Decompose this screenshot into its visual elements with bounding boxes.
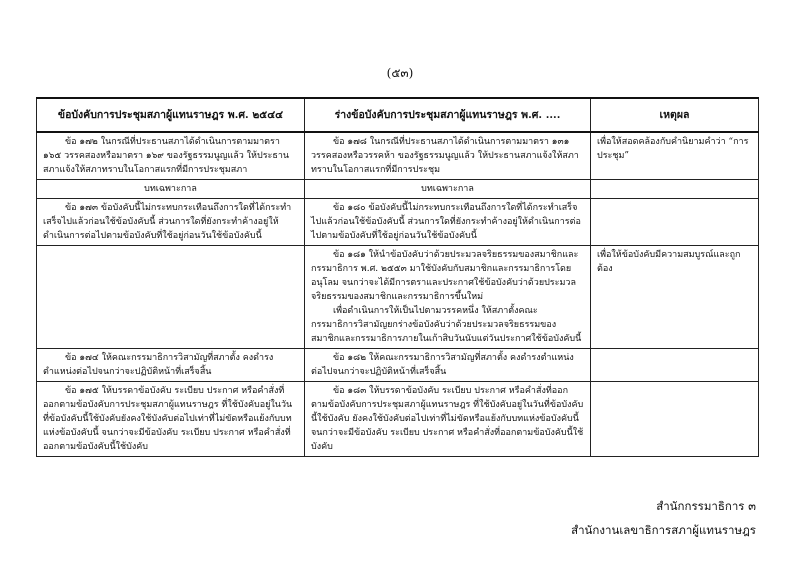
header-current-regulation: ข้อบังคับการประชุมสภาผู้แทนราษฎร พ.ศ. ๒๕๔๔	[37, 98, 305, 132]
reason-cell: เพื่อให้สอดคล้องกับคำนิยามคำว่า “การประชุม”	[591, 132, 759, 180]
current-clause-cell	[37, 246, 305, 349]
reason-cell: เพื่อให้ข้อบังคับมีความสมบูรณ์และถูกต้อง	[591, 246, 759, 349]
current-clause-cell: ข้อ ๑๗๒ ในกรณีที่ประธานสภาได้ดำเนินการตามมาตรา ๑๖๕ วรรคสองหรือมาตรา ๑๖๙ ของรัฐธรรมนูญแล้ว ให้ประธานสภาแจ้งให้สภาทราบในโอกาสแรกที่มีการประชุมสภา	[37, 132, 305, 180]
table-header-row	[37, 98, 759, 132]
header-reason: เหตุผล	[591, 98, 759, 132]
draft-clause-paragraph-2: เพื่อดำเนินการให้เป็นไปตามวรรคหนึ่ง ให้สภาตั้งคณะกรรมาธิการวิสามัญยกร่างข้อบังคับว่าด้วยประมวลจริยธรรมของสมาชิกและกรรมาธิการภายในเก้าสิบวันนับแต่วันประกาศใช้ข้อบังคับนี้	[311, 306, 582, 344]
section-row	[37, 180, 759, 199]
table-row	[37, 349, 759, 382]
header-draft-regulation: ร่างข้อบังคับการประชุมสภาผู้แทนราษฎร พ.ศ. ....	[305, 98, 591, 132]
page-number: (๕๓)	[386, 66, 414, 80]
current-clause-cell: ข้อ ๑๗๓ ข้อบังคับนี้ไม่กระทบกระเทือนถึงการใดที่ได้กระทำเสร็จไปแล้วก่อนใช้ข้อบังคับนี้ ส่วนการใดที่ยังกระทำค้างอยู่ให้ดำเนินการต่อไปตามข้อบังคับที่ใช้อยู่ก่อนวันใช้ข้อบังคับนี้	[37, 199, 305, 246]
section-heading-draft: บทเฉพาะกาล	[305, 180, 591, 199]
draft-clause-cell	[305, 246, 591, 349]
draft-clause-cell: ข้อ ๑๗๘ ในกรณีที่ประธานสภาได้ดำเนินการตามมาตรา ๑๓๑ วรรคสองหรือวรรคห้า ของรัฐธรรมนูญแล้ว ให้ประธานสภาแจ้งให้สภาทราบในโอกาสแรกที่มีการประชุม	[305, 132, 591, 180]
reason-cell	[591, 199, 759, 246]
current-clause-cell: ข้อ ๑๗๔ ให้คณะกรรมาธิการวิสามัญที่สภาตั้ง คงดำรงตำแหน่งต่อไปจนกว่าจะปฏิบัติหน้าที่เสร็จสิ้น	[37, 349, 305, 382]
table-row	[37, 132, 759, 180]
reason-cell	[591, 382, 759, 457]
footer-office: สำนักกรรมาธิการ ๓	[656, 499, 756, 513]
current-clause-cell: ข้อ ๑๗๕ ให้บรรดาข้อบังคับ ระเบียบ ประกาศ หรือคำสั่งที่ออกตามข้อบังคับการประชุมสภาผู้แทนราษฎร ที่ใช้บังคับอยู่ในวันที่ข้อบังคับนี้ใช้บังคับยังคงใช้บังคับต่อไปเท่าที่ไม่ขัดหรือแย้งกับบทแห่งข้อบังคับนี้ จนกว่าจะมีข้อบังคับ ระเบียบ ประกาศ หรือคำสั่งที่ออกตามข้อบังคับนี้ใช้บังคับ	[37, 382, 305, 457]
table-row	[37, 246, 759, 349]
reason-cell	[591, 180, 759, 199]
footer-secretariat: สำนักงานเลขาธิการสภาผู้แทนราษฎร	[571, 523, 756, 537]
comparison-table	[36, 97, 759, 457]
table-row	[37, 382, 759, 457]
draft-clause-cell: ข้อ ๑๘๒ ให้คณะกรรมาธิการวิสามัญที่สภาตั้ง คงดำรงตำแหน่งต่อไปจนกว่าจะปฏิบัติหน้าที่เสร็จสิ้น	[305, 349, 591, 382]
section-heading-current: บทเฉพาะกาล	[37, 180, 305, 199]
table-row	[37, 199, 759, 246]
draft-clause-paragraph-1: ข้อ ๑๘๑ ให้นำข้อบังคับว่าด้วยประมวลจริยธรรมของสมาชิกและกรรมาธิการ พ.ศ. ๒๕๕๓ มาใช้บังคับกับสมาชิกและกรรมาธิการโดยอนุโลม จนกว่าจะได้มีการตราและประกาศใช้ข้อบังคับว่าด้วยประมวลจริยธรรมของสมาชิกและกรรมาธิการขึ้นใหม่	[311, 250, 579, 302]
draft-clause-cell: ข้อ ๑๘๓ ให้บรรดาข้อบังคับ ระเบียบ ประกาศ หรือคำสั่งที่ออกตามข้อบังคับการประชุมสภาผู้แทนราษฎร ที่ใช้บังคับอยู่ในวันที่ข้อบังคับนี้ใช้บังคับ ยังคงใช้บังคับต่อไปเท่าที่ไม่ขัดหรือแย้งกับบทแห่งข้อบังคับนี้ จนกว่าจะมีข้อบังคับ ระเบียบ ประกาศ หรือคำสั่งที่ออกตามข้อบังคับนี้ใช้บังคับ	[305, 382, 591, 457]
reason-cell	[591, 349, 759, 382]
draft-clause-cell: ข้อ ๑๘๐ ข้อบังคับนี้ไม่กระทบกระเทือนถึงการใดที่ได้กระทำเสร็จไปแล้วก่อนใช้ข้อบังคับนี้ ส่วนการใดที่ยังกระทำค้างอยู่ให้ดำเนินการต่อไปตามข้อบังคับที่ใช้อยู่ก่อนวันใช้ข้อบังคับนี้	[305, 199, 591, 246]
